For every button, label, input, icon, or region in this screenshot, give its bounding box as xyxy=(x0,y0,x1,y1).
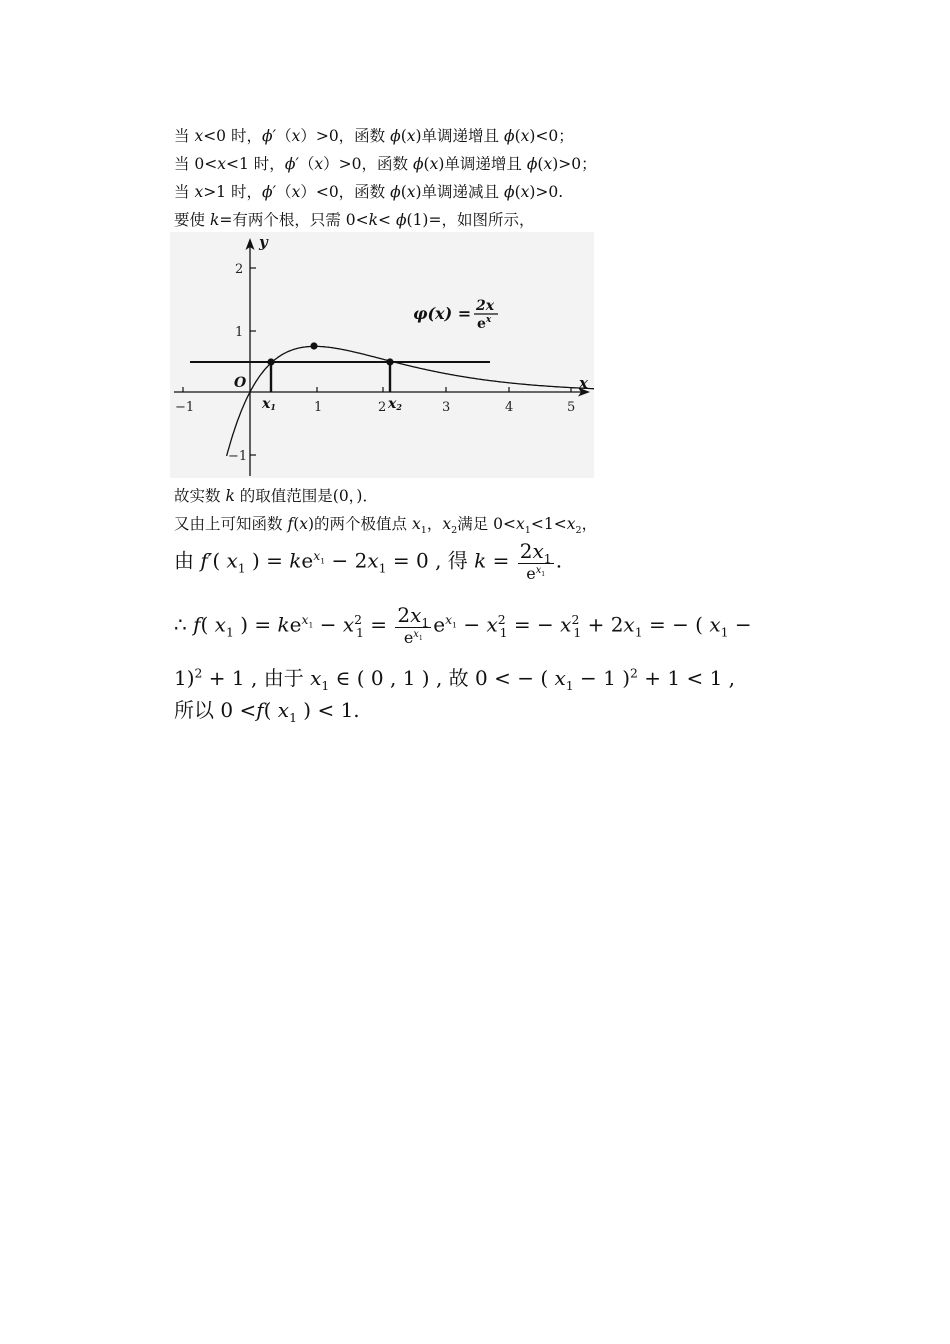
x-tick-label: −1 xyxy=(175,400,195,415)
text-line-2: 当 0<x<1 时，ϕ′（x）>0，函数 ϕ(x)单调递增且 ϕ(x)>0； xyxy=(174,155,597,173)
formula-line-7: 由 f′( $x_1$ ) = $ke^{x_1} - 2x_1 = 0$ , 得 k = $\frac{2x_1}{e^{x_1}}$ . xyxy=(174,539,563,583)
x-tick-label: 4 xyxy=(505,400,514,415)
formula-line-8: ∴ f( $x_1$ ) = $ke^{x_1} - x^2_1$ = $\frac{2x_1}{e^{x_1}}$ $e^{x_1} - x^2_1$ = − $x^2_1 + 2x_1$ = − ( $x_1$ − xyxy=(174,603,752,647)
text-line-6: 又由上可知函数 f(x)的两个极值点 $x_1$，$x_2$满足 $0<x_1<1<x_2$， xyxy=(174,515,598,537)
text-line-3: 当 x>1 时，ϕ′（x）<0，函数 ϕ(x)单调递减且 ϕ(x)>0. xyxy=(174,183,564,201)
text-line-5: 故实数 k 的取值范围是(0，)． xyxy=(174,487,378,505)
formula-line-10: 所以 0 <f( $x_1$ ) < 1. xyxy=(174,698,360,725)
y-tick-label: −1 xyxy=(228,449,248,464)
fraction: $\frac{2x_1}{e^{x_1}}$ xyxy=(397,603,430,647)
x-tick-label: 5 xyxy=(567,400,576,415)
y-tick-label: 2 xyxy=(235,262,244,277)
svg-text:φ(x) =: φ(x) = xyxy=(413,304,472,323)
svg-text:ex: $e^x$ xyxy=(477,315,492,332)
x-tick-label: 2 xyxy=(378,400,387,415)
x-axis-label: x xyxy=(579,374,588,392)
x2-label: x2 xyxy=(388,396,402,412)
formula-line-9: 1)$^2$ + 1 , 由于 $x_1$ ∈ ( 0 , 1 ) , 故 0 < − ( $x_1 - 1$ )$^2$ + 1 < 1 , xyxy=(174,665,736,693)
fraction: $\frac{2x_1}{e^{x_1}}$ xyxy=(519,539,552,583)
figure-background xyxy=(170,232,594,478)
intersection-point-x1 xyxy=(267,358,274,365)
x-tick-label: 1 xyxy=(314,400,323,415)
origin-label: O xyxy=(234,375,247,391)
x1-label: x1 xyxy=(262,396,276,412)
svg-text:2x: 2x xyxy=(476,298,495,314)
y-tick-label: 1 xyxy=(235,325,244,340)
maximum-point xyxy=(310,342,317,349)
intersection-point-x2 xyxy=(386,358,393,365)
text-line-4: 要使 k=有两个根，只需 0<k< ϕ(1)=，如图所示， xyxy=(174,211,535,229)
y-axis-label: y xyxy=(259,233,268,251)
x-tick-label: 3 xyxy=(442,400,451,415)
function-graph-figure xyxy=(170,232,594,478)
text-line-1: 当 x<0 时，ϕ′（x）>0，函数 ϕ(x)单调递增且 ϕ(x)<0； xyxy=(174,127,574,145)
